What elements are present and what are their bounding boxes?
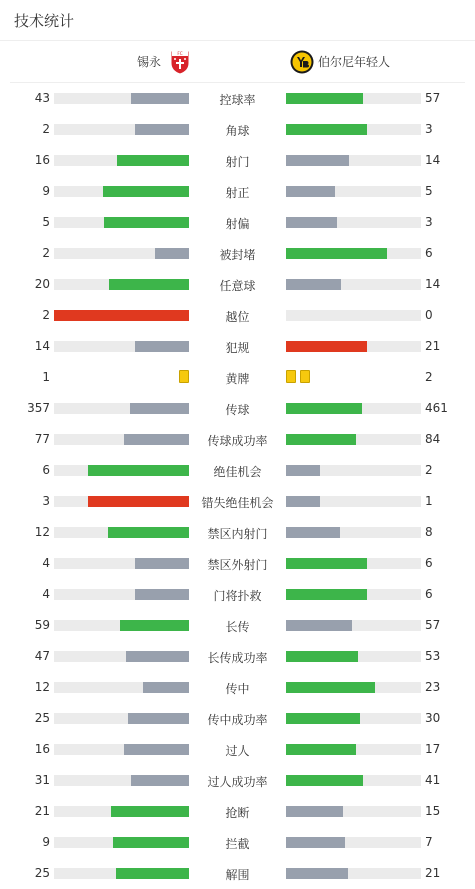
home-stat-bar: [108, 527, 189, 538]
away-stat-bar-track: [286, 620, 421, 631]
home-team-logo-icon: [169, 49, 191, 75]
home-stat-value: 2: [42, 246, 50, 260]
away-stat-bar: [286, 620, 352, 631]
away-stat-value: 41: [425, 773, 441, 787]
away-stat-bar: [286, 868, 348, 879]
away-stat-value: 14: [425, 277, 441, 291]
home-stat-value: 9: [42, 184, 50, 198]
home-stat-value: 2: [42, 122, 50, 136]
home-yellow-cards: [179, 370, 189, 383]
away-stat-value: 57: [425, 91, 441, 105]
home-stat-value: 357: [27, 401, 50, 415]
home-stat-value: 2: [42, 308, 50, 322]
home-stat-bar: [111, 806, 189, 817]
away-stat-bar: [286, 341, 367, 352]
home-stat-bar: [135, 341, 189, 352]
away-stat-bar: [286, 93, 363, 104]
away-stat-value: 14: [425, 153, 441, 167]
away-stat-bar-track: [286, 837, 421, 848]
away-yellow-cards: [286, 370, 310, 383]
home-stat-bar-track: [54, 682, 189, 693]
home-stat-bar-track: [54, 279, 189, 290]
away-stat-bar-track: [286, 527, 421, 538]
yellow-card-icon: [300, 370, 310, 383]
away-stat-bar: [286, 186, 335, 197]
home-stat-bar-track: [54, 434, 189, 445]
away-stat-bar-track: [286, 186, 421, 197]
away-stat-bar: [286, 558, 367, 569]
home-stat-value: 6: [42, 463, 50, 477]
stat-label: 黄牌: [225, 372, 250, 386]
stat-row: [0, 424, 475, 455]
home-stat-value: 1: [42, 370, 50, 384]
stat-row: [0, 610, 475, 641]
home-stat-bar: [88, 496, 189, 507]
stat-label: 过人: [225, 744, 250, 758]
home-stat-value: 25: [34, 711, 50, 725]
stat-row: [0, 300, 475, 331]
stat-row: [0, 486, 475, 517]
stat-row: [0, 455, 475, 486]
home-stat-bar-track: [54, 837, 189, 848]
away-stat-value: 53: [425, 649, 441, 663]
home-stat-value: 77: [34, 432, 50, 446]
stat-row: [0, 765, 475, 796]
stat-label: 射门: [225, 155, 250, 169]
away-stat-bar: [286, 248, 387, 259]
away-stat-value: 3: [425, 215, 433, 229]
home-stat-value: 5: [42, 215, 50, 229]
away-stat-value: 5: [425, 184, 433, 198]
away-stat-value: 23: [425, 680, 441, 694]
away-stat-bar: [286, 465, 320, 476]
stat-label: 犯规: [225, 341, 250, 355]
home-stat-bar-track: [54, 713, 189, 724]
teams-header: [10, 41, 465, 83]
stat-label: 传球: [225, 403, 250, 417]
home-stat-bar-track: [54, 589, 189, 600]
home-stat-bar: [54, 310, 189, 321]
home-stat-bar: [131, 775, 189, 786]
home-stat-bar: [117, 155, 189, 166]
home-stat-value: 9: [42, 835, 50, 849]
home-stat-value: 43: [34, 91, 50, 105]
svg-text:FC: FC: [177, 50, 183, 56]
stat-label: 控球率: [219, 93, 256, 107]
away-stat-bar: [286, 434, 356, 445]
away-stat-bar: [286, 837, 345, 848]
page-title: 技术统计: [0, 0, 475, 41]
home-stat-bar: [124, 434, 189, 445]
away-stat-value: 2: [425, 463, 433, 477]
home-stat-bar-track: [54, 217, 189, 228]
home-stat-bar: [135, 589, 189, 600]
away-stat-bar: [286, 651, 358, 662]
away-stat-bar: [286, 713, 360, 724]
away-stat-bar-track: [286, 651, 421, 662]
away-stat-bar: [286, 775, 363, 786]
stat-label: 抢断: [225, 806, 250, 820]
away-stat-bar-track: [286, 403, 421, 414]
away-stat-bar-track: [286, 434, 421, 445]
home-stat-bar-track: [54, 620, 189, 631]
home-stat-value: 21: [34, 804, 50, 818]
away-stat-value: 57: [425, 618, 441, 632]
stat-label: 过人成功率: [207, 775, 268, 789]
home-stat-bar: [109, 279, 189, 290]
home-stat-value: 4: [42, 587, 50, 601]
stat-row: [0, 641, 475, 672]
stats-list: [0, 83, 475, 889]
home-stat-bar-track: [54, 775, 189, 786]
stat-label: 禁区外射门: [207, 558, 268, 572]
stat-label: 任意球: [219, 279, 256, 293]
away-stat-value: 6: [425, 587, 433, 601]
stat-row: [0, 362, 475, 393]
away-stat-bar-track: [286, 744, 421, 755]
home-team-name: 锡永: [137, 55, 162, 69]
away-stat-value: 2: [425, 370, 433, 384]
home-stat-bar: [103, 186, 189, 197]
home-stat-value: 31: [34, 773, 50, 787]
stat-row: [0, 393, 475, 424]
stat-row: [0, 238, 475, 269]
away-stat-bar: [286, 806, 343, 817]
home-stat-bar-track: [54, 868, 189, 879]
away-stat-bar-track: [286, 217, 421, 228]
stat-row: [0, 548, 475, 579]
away-stat-value: 30: [425, 711, 441, 725]
stat-label: 射正: [225, 186, 250, 200]
away-stat-bar-track: [286, 682, 421, 693]
home-stat-bar-track: [54, 248, 189, 259]
stat-row: [0, 796, 475, 827]
stat-label: 传中成功率: [207, 713, 268, 727]
away-stat-bar: [286, 496, 320, 507]
home-stat-bar-track: [54, 310, 189, 321]
away-stat-bar: [286, 279, 341, 290]
home-stat-bar-track: [54, 651, 189, 662]
stat-label: 禁区内射门: [207, 527, 268, 541]
away-stat-value: 21: [425, 866, 441, 880]
home-stat-bar: [120, 620, 189, 631]
away-stat-bar: [286, 403, 362, 414]
home-stat-value: 47: [34, 649, 50, 663]
home-stat-bar-track: [54, 465, 189, 476]
away-stat-bar: [286, 155, 349, 166]
stat-label: 门将扑救: [213, 589, 262, 603]
stat-row: [0, 269, 475, 300]
home-stat-value: 4: [42, 556, 50, 570]
away-stat-bar-track: [286, 775, 421, 786]
away-stat-bar-track: [286, 465, 421, 476]
away-stat-bar-track: [286, 310, 421, 321]
away-stat-value: 84: [425, 432, 441, 446]
away-stat-value: 1: [425, 494, 433, 508]
away-team-logo-icon: [290, 50, 314, 74]
stat-label: 拦截: [225, 837, 250, 851]
stat-label: 解围: [225, 868, 250, 882]
away-stat-bar-track: [286, 713, 421, 724]
away-stat-bar: [286, 682, 375, 693]
away-stat-value: 21: [425, 339, 441, 353]
away-stat-value: 17: [425, 742, 441, 756]
stat-row: [0, 858, 475, 889]
away-stat-bar-track: [286, 279, 421, 290]
home-stat-bar: [116, 868, 189, 879]
stat-row: [0, 114, 475, 145]
home-stat-bar-track: [54, 558, 189, 569]
stat-label: 传中: [225, 682, 250, 696]
home-stat-bar: [113, 837, 189, 848]
stat-row: [0, 734, 475, 765]
home-stat-bar-track: [54, 806, 189, 817]
away-stat-bar-track: [286, 155, 421, 166]
away-stat-bar-track: [286, 806, 421, 817]
stat-label: 角球: [225, 124, 250, 138]
stat-label: 射偏: [225, 217, 250, 231]
home-stat-bar-track: [54, 496, 189, 507]
stat-label: 被封堵: [219, 248, 256, 262]
home-stat-value: 59: [34, 618, 50, 632]
stat-row: [0, 827, 475, 858]
home-stat-value: 14: [34, 339, 50, 353]
home-stat-bar: [143, 682, 189, 693]
home-stat-value: 25: [34, 866, 50, 880]
home-stat-bar: [88, 465, 189, 476]
away-stat-value: 8: [425, 525, 433, 539]
yellow-card-icon: [179, 370, 189, 383]
home-stat-bar-track: [54, 527, 189, 538]
home-stat-bar: [124, 744, 189, 755]
away-stat-value: 6: [425, 246, 433, 260]
away-stat-bar-track: [286, 93, 421, 104]
stat-row: [0, 331, 475, 362]
home-stat-bar-track: [54, 93, 189, 104]
home-stat-value: 16: [34, 742, 50, 756]
away-stat-bar: [286, 527, 340, 538]
away-stat-value: 3: [425, 122, 433, 136]
stat-row: [0, 176, 475, 207]
home-stat-bar-track: [54, 403, 189, 414]
away-stat-bar-track: [286, 341, 421, 352]
stat-label: 长传: [225, 620, 250, 634]
stat-label: 绝佳机会: [213, 465, 262, 479]
home-stat-bar: [135, 558, 189, 569]
stat-row: [0, 579, 475, 610]
stat-row: [0, 703, 475, 734]
away-stat-bar: [286, 744, 356, 755]
away-stat-bar-track: [286, 558, 421, 569]
stat-row: [0, 83, 475, 114]
home-team[interactable]: [137, 41, 191, 82]
away-stat-bar-track: [286, 496, 421, 507]
away-stat-bar-track: [286, 589, 421, 600]
stat-label: 传球成功率: [207, 434, 268, 448]
home-stat-value: 16: [34, 153, 50, 167]
away-stat-bar-track: [286, 868, 421, 879]
away-team-name: 伯尔尼年轻人: [318, 55, 391, 69]
home-stat-bar: [104, 217, 189, 228]
home-stat-bar-track: [54, 744, 189, 755]
home-stat-bar-track: [54, 155, 189, 166]
home-stat-value: 12: [34, 525, 50, 539]
away-stat-bar: [286, 124, 367, 135]
home-stat-bar: [135, 124, 189, 135]
stat-label: 越位: [225, 310, 250, 324]
away-stat-bar-track: [286, 124, 421, 135]
away-stat-value: 461: [425, 401, 448, 415]
home-stat-bar: [130, 403, 189, 414]
away-stat-value: 0: [425, 308, 433, 322]
stat-label: 长传成功率: [207, 651, 268, 665]
stat-row: [0, 207, 475, 238]
home-stat-bar: [128, 713, 189, 724]
away-stat-bar: [286, 217, 337, 228]
home-stat-bar: [155, 248, 189, 259]
home-stat-bar-track: [54, 186, 189, 197]
away-stat-bar: [286, 589, 367, 600]
home-stat-bar-track: [54, 341, 189, 352]
home-stat-bar-track: [54, 124, 189, 135]
home-stat-bar: [126, 651, 189, 662]
away-stat-value: 15: [425, 804, 441, 818]
stat-label: 错失绝佳机会: [201, 496, 274, 510]
stat-row: [0, 517, 475, 548]
home-stat-bar: [131, 93, 189, 104]
home-stat-value: 3: [42, 494, 50, 508]
away-team[interactable]: [290, 41, 390, 82]
home-stat-value: 12: [34, 680, 50, 694]
stat-row: [0, 672, 475, 703]
home-stat-value: 20: [34, 277, 50, 291]
yellow-card-icon: [286, 370, 296, 383]
stat-row: [0, 145, 475, 176]
away-stat-value: 7: [425, 835, 433, 849]
away-stat-value: 6: [425, 556, 433, 570]
away-stat-bar-track: [286, 248, 421, 259]
